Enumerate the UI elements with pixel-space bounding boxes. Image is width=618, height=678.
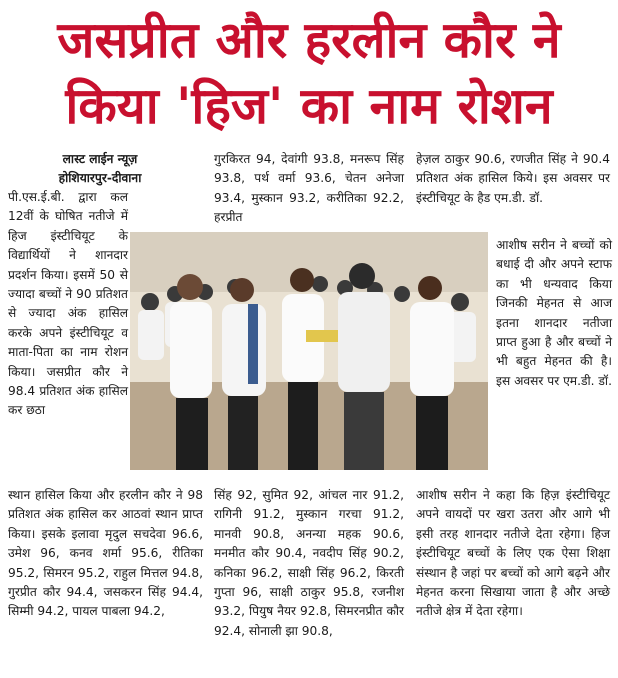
news-photo (130, 232, 488, 470)
column-3-bottom (416, 486, 610, 622)
article-paragraph: सिंह 92, सुमित 92, आंचल नार 91.2, रागिनी 91.2, मुस्कान गरचा 91.2, मानवी 90.8, अनन्या महक 90.6, मनमीत कौर 90.4, नवदीप सिंह 90.2, कनिका 96.2, साक्षी सिंह 96.2, किरती गुप्ता 96, साक्षी ठाकुर 95.8, रजनीश 93.2, पियुष नैयर 92.8, सिमरनप्रीत कौर 92.4, सोनाली झा 90.8, (214, 488, 404, 638)
article-paragraph: गुरकिरत 94, देवांगी 93.8, मनरूप सिंह 93.8, पर्थ वर्मा 93.6, चेतन अनेजा 93.4, मुस्कान 93.2, करीतिका 92.2, हरप्रीत (214, 152, 404, 225)
column-3-side (496, 236, 612, 391)
headline-line-1: जसप्रीत और हरलीन कौर ने (57, 11, 561, 69)
photo-illustration (130, 232, 488, 470)
column-3-top (416, 150, 610, 208)
byline-source: लास्ट लाईन न्यूज़ (62, 152, 138, 166)
column-1-bottom (8, 486, 203, 622)
article-paragraph: स्थान हासिल किया और हरलीन कौर ने 98 प्रतिशत अंक हासिल कर आठवां स्थान प्राप्त किया। इसके इलावा मृदुल सचदेवा 96.6, उमेश 96, कनव शर्मा 95.6, रीतिका 95.2, सिमरन 95.2, राहुल मित्तल 94.8, गुरप्रीत कौर 94.4, जसकरन सिंह 94.4, सिम्मी 94.2, पायल पाबला 94.2, (8, 488, 203, 619)
article-paragraph: हेज़ल ठाकुर 90.6, रणजीत सिंह ने 90.4 प्रतिशत अंक हासिल किये। इस अवसर पर इंस्टीचियूट के हैड एम.डी. डॉ. (416, 152, 610, 205)
headline-line-2: किया 'हिज' का नाम रोशन (65, 77, 553, 135)
headline (0, 0, 618, 150)
article-paragraph: आशीष सरीन ने बच्चों को बधाई दी और अपने स्टाफ का भी धन्यवाद किया जिनकी मेहनत से आज इतना शानदार नतीजा प्राप्त हुआ है और बच्चों ने भी बहुत मेहनत की है। इस अवसर पर एम.डी. डॉ. (496, 238, 612, 388)
byline-location: होशियारपुर-दीवाना (58, 171, 142, 185)
article-paragraph: पी.एस.ई.बी. द्वारा कल 12वीं के घोषित नतीजे में हिज इंस्टीचियूट के विद्यार्थियों ने शानदार प्रदर्शन किया। इसमें 50 से ज्यादा बच्चों ने 90 प्रतिशत से ज्यादा अंक हासिल करके अपने इंस्टीचियूट व माता-पिता का नाम रोशन किया। जसप्रीत कौर ने 98.4 प्रतिशत अंक हासिल कर छठा (8, 190, 128, 418)
article-paragraph: आशीष सरीन ने कहा कि हिज़ इंस्टीचियूट अपने वायदों पर खरा उतरा और आगे भी इसी तरह शानदार नतीजे देता रहेगा। हिज इंस्टीचियूट बच्चों के लिए एक ऐसा शिक्षा संस्थान है जहां पर बच्चों को आगे बढ़ने और मेहनत करना सिखाया जाता है और अच्छे नतीजे क्षेत्र में देता रहेगा। (416, 488, 610, 619)
column-2-top (214, 150, 404, 228)
column-2-bottom (214, 486, 404, 641)
